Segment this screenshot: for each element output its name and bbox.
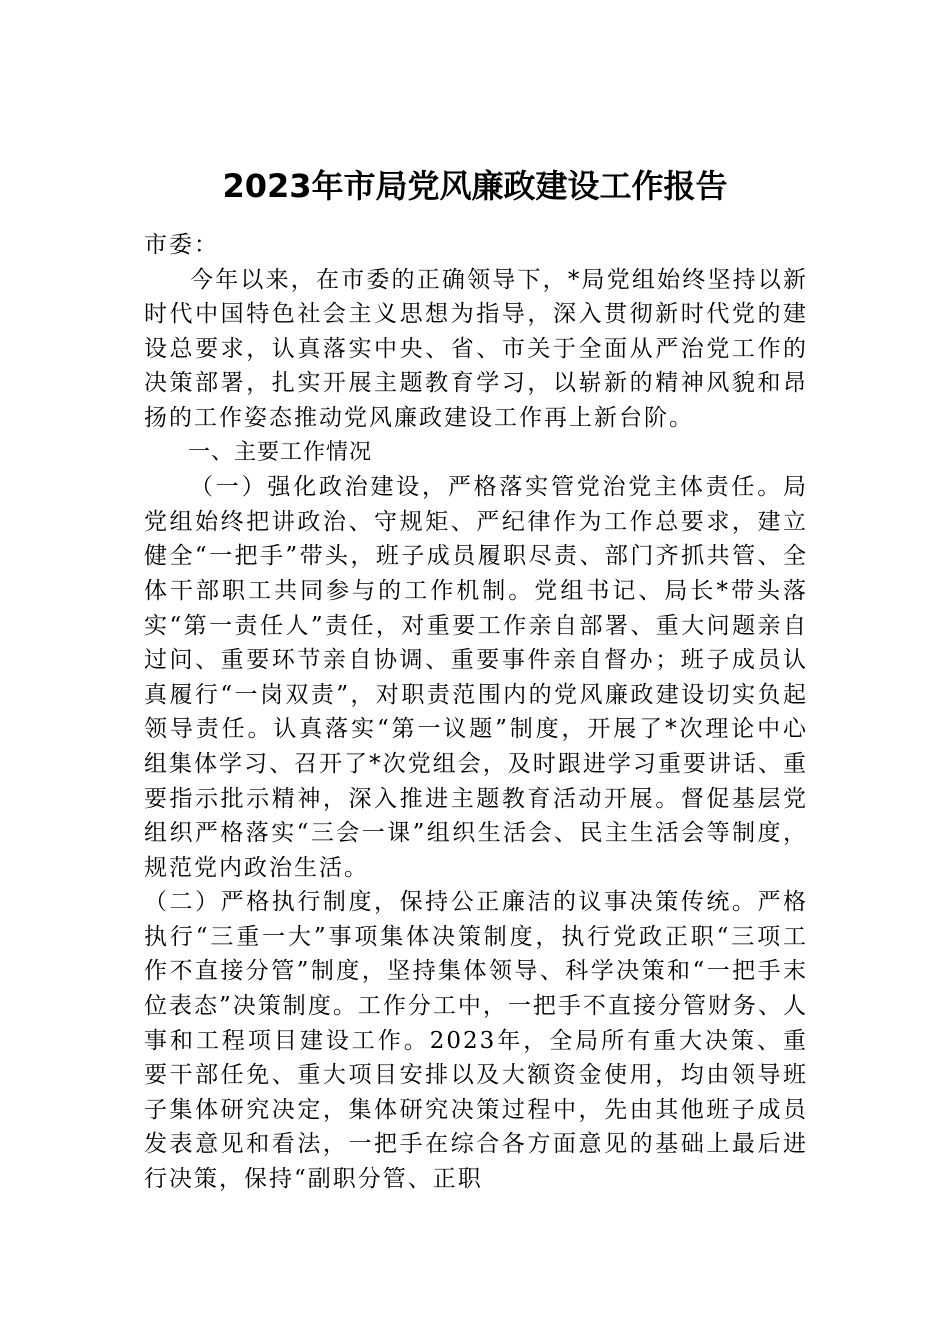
paragraph-decision-system: （二）严格执行制度，保持公正廉洁的议事决策传统。严格执行“三重一大”事项集体决策制度，执行党政正职“三项工作不直接分管”制度，坚持集体领导、科学决策和“一把手末位表态”决策制度。工作分工中，一把手不直接分管财务、人事和工程项目建设工作。2023年，全局所有重大决策、重要干部任免、重大项目安排以及大额资金使用，均由领导班子集体研究决定，集体研究决策过程中，先由其他班子成员发表意见和看法，一把手在综合各方面意见的基础上最后进行决策，保持“副职分管、正职 [144, 889, 808, 1193]
intro-paragraph: 今年以来，在市委的正确领导下，*局党组始终坚持以新时代中国特色社会主义思想为指导，深入贯彻新时代党的建设总要求，认真落实中央、省、市关于全面从严治党工作的决策部署，扎实开展主题教育学习，以崭新的精神风貌和昂扬的工作姿态推动党风廉政建设工作再上新台阶。 [144, 266, 808, 431]
paragraph-political-building: （一）强化政治建设，严格落实管党治党主体责任。局党组始终把讲政治、守规矩、严纪律作为工作总要求，建立健全“一把手”带头，班子成员履职尽责、部门齐抓共管、全体干部职工共同参与的工作机制。党组书记、局长*带头落实“第一责任人”责任，对重要工作亲自部署、重大问题亲自过问、重要环节亲自协调、重要事件亲自督办；班子成员认真履行“一岗双责”，对职责范围内的党风廉政建设切实负起领导责任。认真落实“第一议题”制度，开展了*次理论中心组集体学习、召开了*次党组会，及时跟进学习重要讲话、重要指示批示精神，深入推进主题教育活动开展。督促基层党组织严格落实“三会一课”组织生活会、民主生活会等制度，规范党内政治生活。 [144, 474, 808, 881]
document-title: 2023年市局党风廉政建设工作报告 [222, 167, 728, 205]
salutation: 市委： [144, 232, 219, 258]
document-body [144, 228, 808, 1197]
section-heading: 一、主要工作情况 [188, 439, 373, 465]
